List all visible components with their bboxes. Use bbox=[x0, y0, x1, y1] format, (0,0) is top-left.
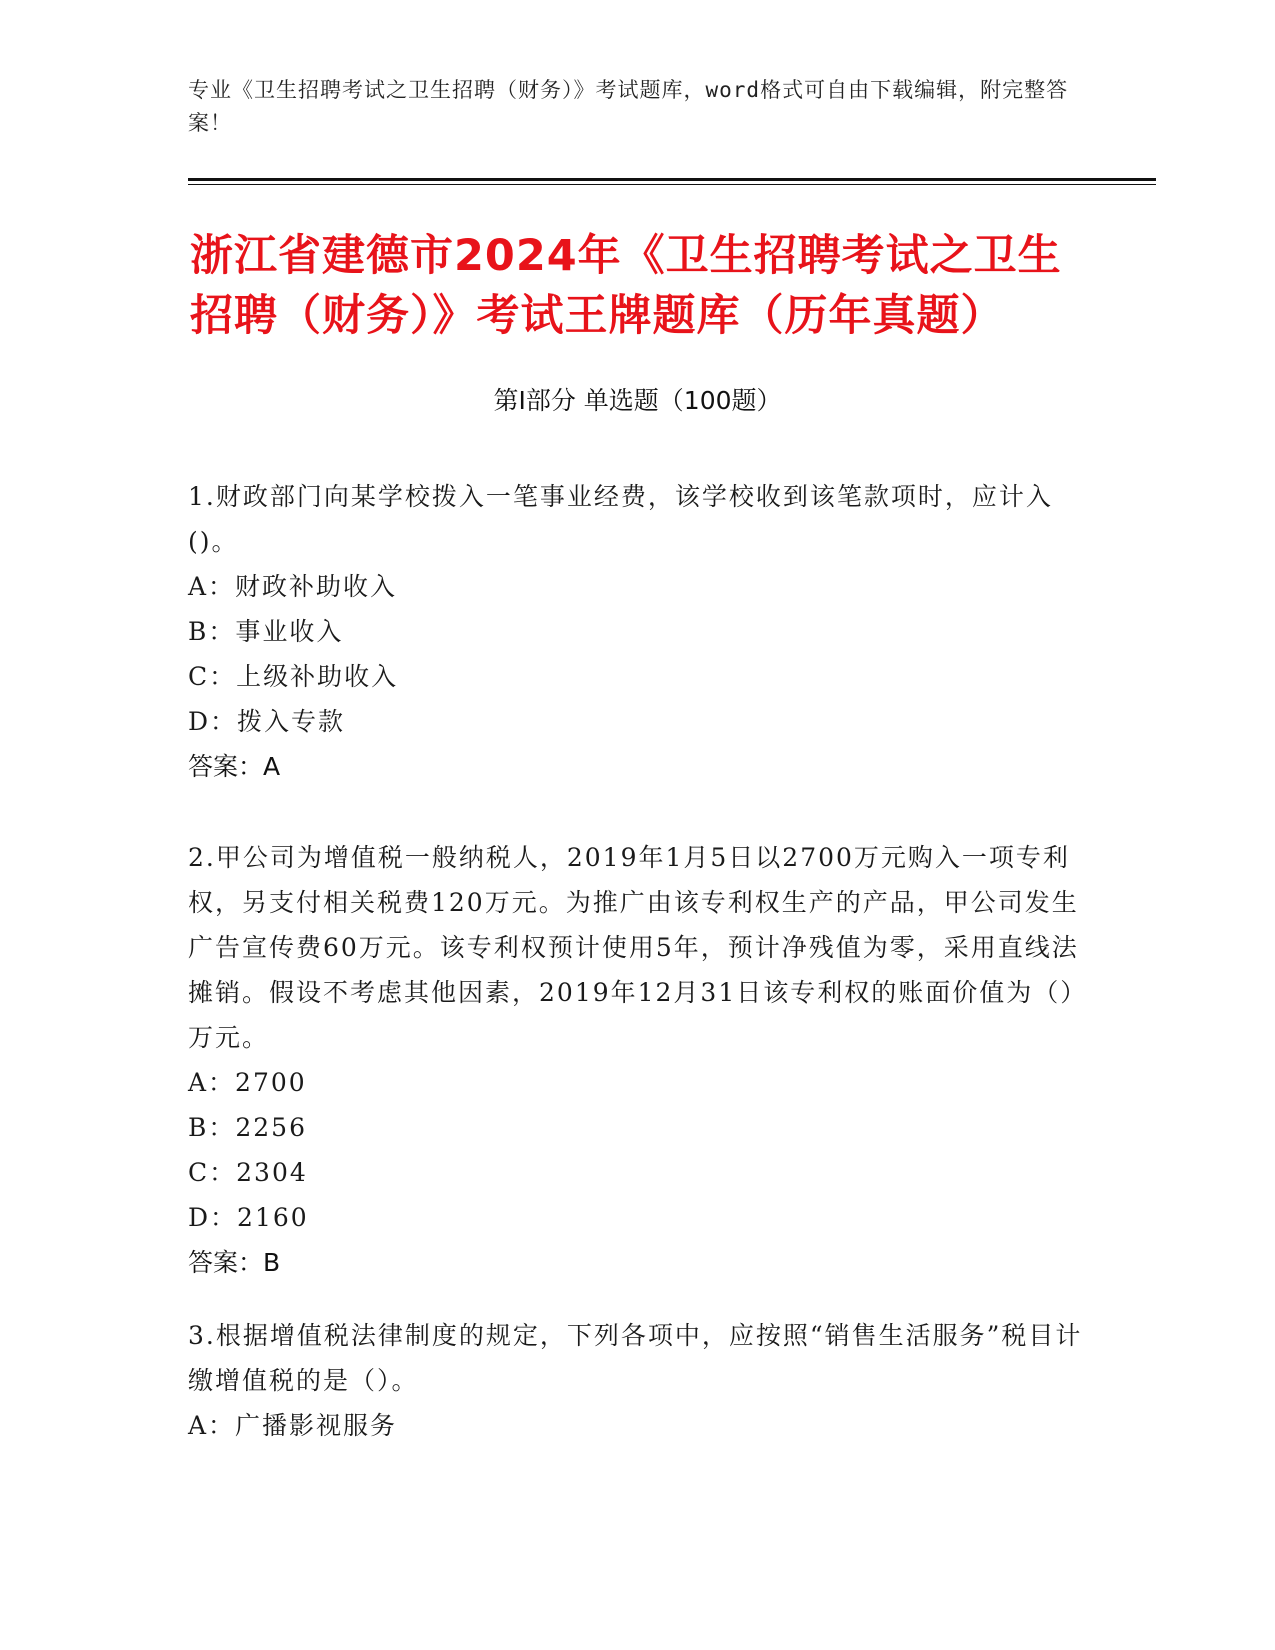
question-1 bbox=[188, 474, 1088, 789]
option-a: A：2700 bbox=[188, 1068, 307, 1097]
option-b: B：2256 bbox=[188, 1113, 307, 1142]
option-d: D：2160 bbox=[188, 1203, 309, 1232]
section-title: 第Ⅰ部分 单选题（100题） bbox=[493, 386, 782, 415]
option-a: A：财政补助收入 bbox=[188, 572, 398, 601]
answer: 答案：B bbox=[188, 1248, 281, 1277]
option-c: C：上级补助收入 bbox=[188, 662, 399, 691]
question-stem: 1.财政部门向某学校拨入一笔事业经费，该学校收到该笔款项时，应计入()。 bbox=[188, 482, 1053, 556]
option-c: C：2304 bbox=[188, 1158, 308, 1187]
header-note: 专业《卫生招聘考试之卫生招聘（财务）》考试题库，word格式可自由下载编辑，附完整答案！ bbox=[188, 78, 1069, 135]
question-stem: 2.甲公司为增值税一般纳税人，2019年1月5日以2700万元购入一项专利权，另支付相关税费120万元。为推广由该专利权生产的产品，甲公司发生广告宣传费60万元。该专利权预计使用5年，预计净残值为零，采用直线法摊销。假设不考虑其他因素，2019年12月31日该专利权的账面价值为（）万元。 bbox=[188, 843, 1088, 1052]
header-divider-thick bbox=[188, 178, 1156, 181]
document-title: 浙江省建德市2024年《卫生招聘考试之卫生招聘（财务）》考试王牌题库（历年真题） bbox=[190, 231, 1062, 341]
answer: 答案：A bbox=[188, 752, 281, 781]
question-stem: 3.根据增值税法律制度的规定，下列各项中，应按照“销售生活服务”税目计缴增值税的是（）。 bbox=[188, 1321, 1083, 1395]
option-a: A：广播影视服务 bbox=[188, 1411, 398, 1440]
option-d: D：拨入专款 bbox=[188, 707, 346, 736]
question-3 bbox=[188, 1313, 1088, 1448]
question-2 bbox=[188, 835, 1088, 1285]
option-b: B：事业收入 bbox=[188, 617, 344, 646]
header-divider-thin bbox=[188, 184, 1156, 185]
